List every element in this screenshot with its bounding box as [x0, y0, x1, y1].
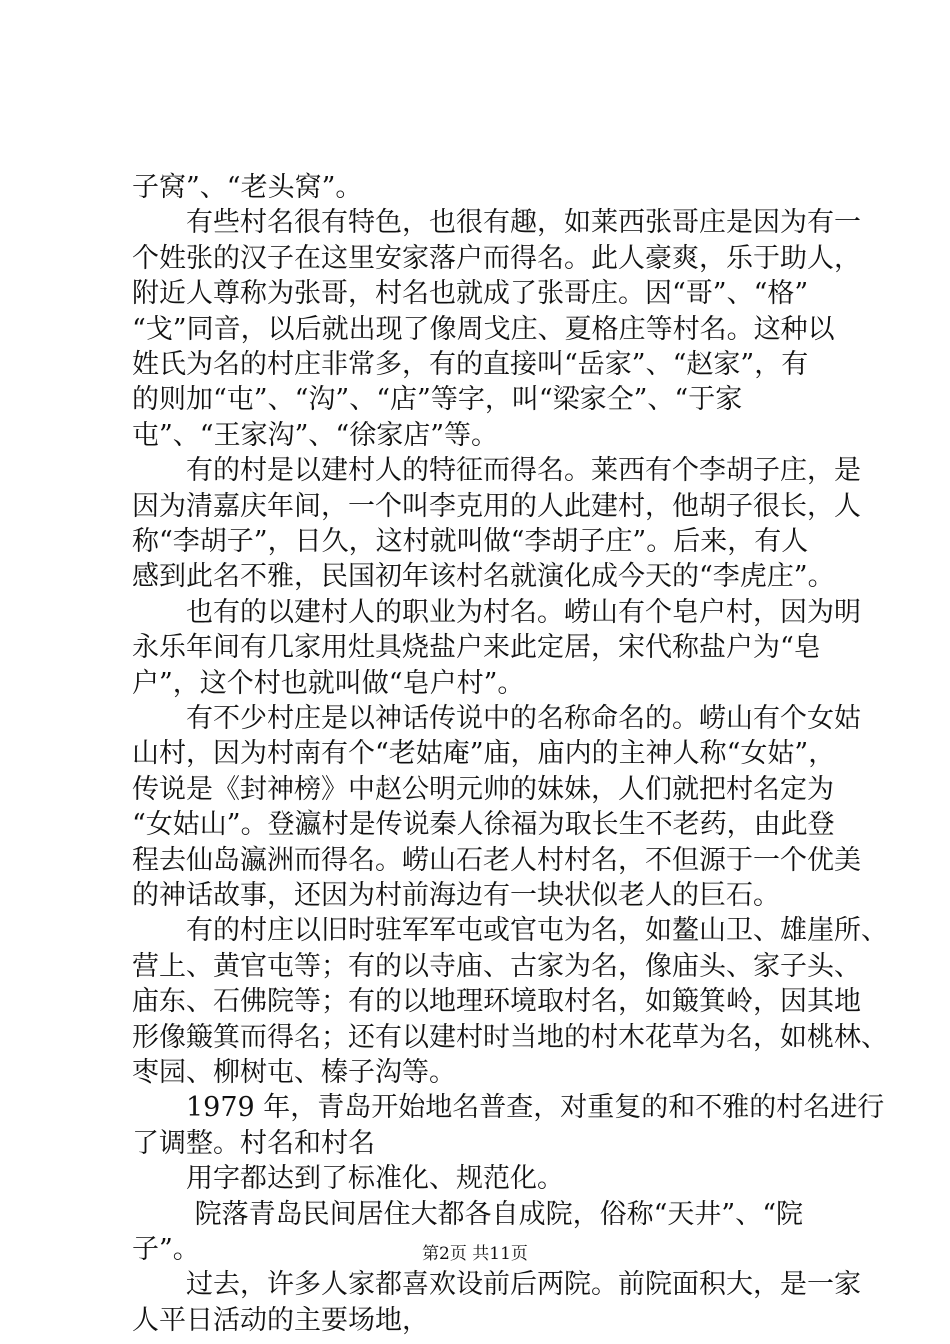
text-line: 姓氏为名的村庄非常多，有的直接叫“岳家”、“赵家”，有	[132, 349, 809, 380]
text-line: 用字都达到了标准化、规范化。	[132, 1163, 564, 1195]
text-line: “戈”同音，以后就出现了像周戈庄、夏格庄等村名。这种以	[132, 313, 835, 345]
text-line: 屯”、“王家沟”、“徐家店”等。	[132, 419, 499, 451]
text-line: 有的村庄以旧时驻军军屯或官屯为名，如鳌山卫、雄崖所、	[132, 915, 888, 947]
text-line: 人平日活动的主要场地，	[132, 1304, 429, 1336]
text-line: 子窝”、“老头窝”。	[132, 172, 363, 203]
text-line: 营上、黄官屯等；有的以寺庙、古家为名，像庙头、家子头、	[132, 950, 861, 982]
text-line: 的神话故事，还因为村前海边有一块状似老人的巨石。	[132, 880, 780, 911]
text-line: 有些村名很有特色，也很有趣，如莱西张哥庄是因为有一	[132, 207, 861, 239]
text-line: 形像簸箕而得名；还有以建村时当地的村木花草为名，如桃林、	[132, 1021, 888, 1053]
text-line: 有不少村庄是以神话传说中的名称命名的。崂山有个女姑	[132, 703, 861, 734]
text-line: 庙东、石佛院等；有的以地理环境取村名，如簸箕岭，因其地	[132, 986, 861, 1018]
text-line: 附近人尊称为张哥，村名也就成了张哥庄。因“哥”、“格”	[132, 278, 809, 310]
text-line: 个姓张的汉子在这里安家落户而得名。此人豪爽，乐于助人，	[132, 242, 861, 274]
text-line: 1979 年，青岛开始地名普查，对重复的和不雅的村名进行	[132, 1092, 885, 1124]
text-line: 感到此名不雅，民国初年该村名就演化成今天的“李虎庄”。	[132, 561, 835, 593]
text-line: 子”。	[132, 1234, 200, 1265]
text-line: 也有的以建村人的职业为村名。崂山有个皂户村，因为明	[132, 596, 861, 628]
text-line: 永乐年间有几家用灶具烧盐户来此定居，宋代称盐户为“皂	[132, 632, 821, 664]
text-line: 山村，因为村南有个“老姑庵”庙，庙内的主神人称“女姑”，	[132, 738, 836, 770]
text-line: 传说是《封神榜》中赵公明元帅的妹妹，人们就把村名定为	[132, 773, 834, 805]
text-line: 的则加“屯”、“沟”、“店”等字，叫“梁家仝”、“于家	[132, 384, 743, 416]
text-line: 院落青岛民间居住大都各自成院，俗称“天井”、“院	[132, 1198, 803, 1230]
text-line: 程去仙岛瀛洲而得名。崂山石老人村村名，不但源于一个优美	[132, 844, 861, 876]
text-line: 了调整。村名和村名	[132, 1127, 375, 1159]
text-line: 称“李胡子”，日久，这村就叫做“李胡子庄”。后来，有人	[132, 526, 809, 557]
text-line: “女姑山”。登瀛村是传说秦人徐福为取长生不老药，由此登	[132, 809, 835, 841]
text-line: 户”，这个村也就叫做“皂户村”。	[132, 667, 525, 699]
text-line: 有的村是以建村人的特征而得名。莱西有个李胡子庄，是	[132, 455, 861, 487]
text-line: 枣园、柳树屯、榛子沟等。	[132, 1057, 456, 1088]
page-footer: 第2页 共11页	[422, 1244, 528, 1264]
text-line: 因为清嘉庆年间，一个叫李克用的人此建村，他胡子很长，人	[132, 490, 861, 522]
text-line: 过去，许多人家都喜欢设前后两院。前院面积大，是一家	[132, 1269, 861, 1301]
